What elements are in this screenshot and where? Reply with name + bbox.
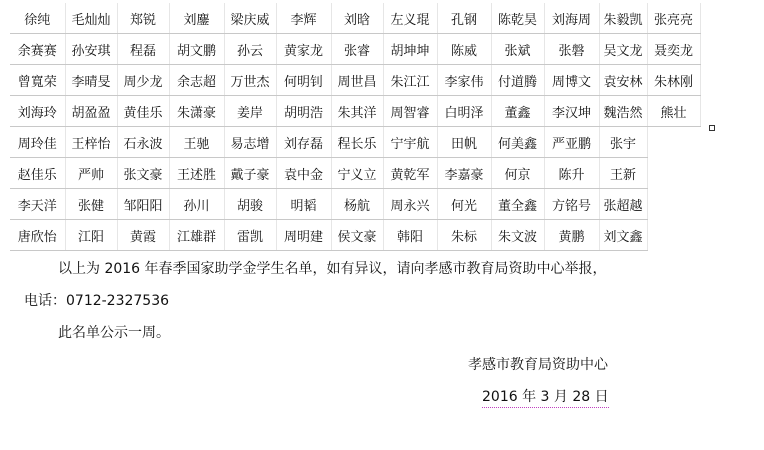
student-name-cell: 孙安琪 — [65, 34, 117, 65]
student-name-cell: 王驰 — [169, 127, 224, 158]
student-name-cell: 田帆 — [437, 127, 491, 158]
student-name-cell: 姜岸 — [224, 96, 276, 127]
student-name-cell: 魏浩然 — [599, 96, 647, 127]
student-name-cell: 张宇 — [599, 127, 647, 158]
student-name-cell: 吴文龙 — [599, 34, 647, 65]
student-name-cell: 张睿 — [331, 34, 383, 65]
student-name-cell: 朱林刚 — [647, 65, 700, 96]
notice-date — [482, 386, 609, 406]
student-name-cell: 张磐 — [544, 34, 599, 65]
notice-line-3: 此名单公示一周。 — [58, 325, 170, 341]
student-name-cell: 易志增 — [224, 127, 276, 158]
notice-date-text: 2016 年 3 月 28 日 — [482, 389, 609, 408]
student-name-cell: 陈升 — [544, 158, 599, 189]
student-name-cell: 朱其洋 — [331, 96, 383, 127]
student-name-cell: 李天洋 — [10, 189, 65, 220]
student-name-cell: 黄鹏 — [544, 220, 599, 251]
student-name-cell: 胡坤坤 — [383, 34, 437, 65]
student-name-cell: 袁安林 — [599, 65, 647, 96]
student-name-cell: 胡明浩 — [276, 96, 331, 127]
table-row — [10, 3, 700, 34]
student-name-cell: 毛灿灿 — [65, 3, 117, 34]
student-name-cell: 余志超 — [169, 65, 224, 96]
student-name-cell: 熊壮 — [647, 96, 700, 127]
student-name-cell: 王梓怡 — [65, 127, 117, 158]
student-name-cell: 张文豪 — [117, 158, 169, 189]
student-name-cell: 孙川 — [169, 189, 224, 220]
student-name-cell: 江雄群 — [169, 220, 224, 251]
student-name-cell: 周少龙 — [117, 65, 169, 96]
student-name-cell: 万世杰 — [224, 65, 276, 96]
student-name-cell: 严帅 — [65, 158, 117, 189]
student-name-cell: 刘鏖 — [169, 3, 224, 34]
student-name-cell: 宁宇航 — [383, 127, 437, 158]
student-name-cell: 李晴旻 — [65, 65, 117, 96]
student-name-cell: 戴子豪 — [224, 158, 276, 189]
student-name-cell: 张斌 — [491, 34, 544, 65]
table-anchor-handle[interactable] — [709, 125, 715, 131]
student-name-cell: 刘文鑫 — [599, 220, 647, 251]
student-name-cell: 黄霞 — [117, 220, 169, 251]
table-row — [10, 189, 700, 220]
student-name-cell: 石永波 — [117, 127, 169, 158]
student-names-body — [10, 3, 700, 251]
student-name-cell: 余赛赛 — [10, 34, 65, 65]
student-names-table — [10, 3, 701, 251]
student-name-cell: 董全鑫 — [491, 189, 544, 220]
student-name-cell: 王述胜 — [169, 158, 224, 189]
student-name-cell: 付道腾 — [491, 65, 544, 96]
student-name-cell: 曾寬荣 — [10, 65, 65, 96]
table-row — [10, 220, 700, 251]
student-name-cell: 胡文鹏 — [169, 34, 224, 65]
student-name-cell: 周永兴 — [383, 189, 437, 220]
student-name-cell: 刘海玲 — [10, 96, 65, 127]
student-name-cell: 郑锐 — [117, 3, 169, 34]
student-name-cell: 陈乾昊 — [491, 3, 544, 34]
student-name-cell: 张健 — [65, 189, 117, 220]
student-name-cell: 周明建 — [276, 220, 331, 251]
student-name-cell: 刘存磊 — [276, 127, 331, 158]
student-name-cell: 王新 — [599, 158, 647, 189]
student-name-cell: 孔钢 — [437, 3, 491, 34]
student-name-cell: 张超越 — [599, 189, 647, 220]
student-name-cell: 袁中金 — [276, 158, 331, 189]
student-name-cell: 朱潇豪 — [169, 96, 224, 127]
student-name-cell: 朱江江 — [383, 65, 437, 96]
student-name-cell: 江阳 — [65, 220, 117, 251]
student-name-cell: 宁义立 — [331, 158, 383, 189]
student-name-cell: 何京 — [491, 158, 544, 189]
table-row — [10, 34, 700, 65]
student-name-cell: 何明钊 — [276, 65, 331, 96]
notice-phone: 电话：0712-2327536 — [24, 293, 170, 309]
student-name-cell: 董鑫 — [491, 96, 544, 127]
student-name-cell: 韩阳 — [383, 220, 437, 251]
notice-line-1: 以上为 2016 年春季国家助学金学生名单，如有异议，请向孝感市教育局资助中心举报， — [58, 261, 607, 277]
student-name-cell: 孙云 — [224, 34, 276, 65]
student-name-cell: 赵佳乐 — [10, 158, 65, 189]
student-name-cell: 周玲佳 — [10, 127, 65, 158]
student-name-cell: 侯文豪 — [331, 220, 383, 251]
student-name-cell: 聂奕龙 — [647, 34, 700, 65]
student-name-cell: 胡盈盈 — [65, 96, 117, 127]
student-name-cell: 黄佳乐 — [117, 96, 169, 127]
student-name-cell: 李嘉豪 — [437, 158, 491, 189]
student-name-cell: 雷凯 — [224, 220, 276, 251]
student-name-cell: 黄乾军 — [383, 158, 437, 189]
student-name-cell: 程长乐 — [331, 127, 383, 158]
student-name-cell: 李辉 — [276, 3, 331, 34]
student-name-cell: 周博文 — [544, 65, 599, 96]
table-row — [10, 158, 700, 189]
student-name-cell: 方铭号 — [544, 189, 599, 220]
student-name-cell: 程磊 — [117, 34, 169, 65]
student-name-cell: 唐欣怡 — [10, 220, 65, 251]
student-name-cell: 刘晗 — [331, 3, 383, 34]
student-name-cell: 张亮亮 — [647, 3, 700, 34]
student-name-cell: 周智睿 — [383, 96, 437, 127]
student-name-cell: 李汉坤 — [544, 96, 599, 127]
student-name-cell: 严亚鹏 — [544, 127, 599, 158]
student-name-cell: 何光 — [437, 189, 491, 220]
student-name-cell: 明韬 — [276, 189, 331, 220]
student-name-cell: 朱毅凯 — [599, 3, 647, 34]
table-row — [10, 96, 700, 127]
notice-organization: 孝感市教育局资助中心 — [468, 357, 608, 373]
student-name-cell: 胡骏 — [224, 189, 276, 220]
table-row — [10, 65, 700, 96]
student-name-cell: 左义琨 — [383, 3, 437, 34]
student-name-cell: 梁庆威 — [224, 3, 276, 34]
student-name-cell: 朱文波 — [491, 220, 544, 251]
student-name-cell: 邹阳阳 — [117, 189, 169, 220]
student-name-cell: 刘海周 — [544, 3, 599, 34]
student-name-cell: 徐纯 — [10, 3, 65, 34]
student-name-cell: 朱标 — [437, 220, 491, 251]
student-name-cell: 何美鑫 — [491, 127, 544, 158]
student-name-cell: 陈威 — [437, 34, 491, 65]
student-name-cell: 白明泽 — [437, 96, 491, 127]
student-name-cell: 李家伟 — [437, 65, 491, 96]
table-row — [10, 127, 700, 158]
student-name-cell: 黄家龙 — [276, 34, 331, 65]
student-name-cell: 杨航 — [331, 189, 383, 220]
student-name-cell: 周世昌 — [331, 65, 383, 96]
